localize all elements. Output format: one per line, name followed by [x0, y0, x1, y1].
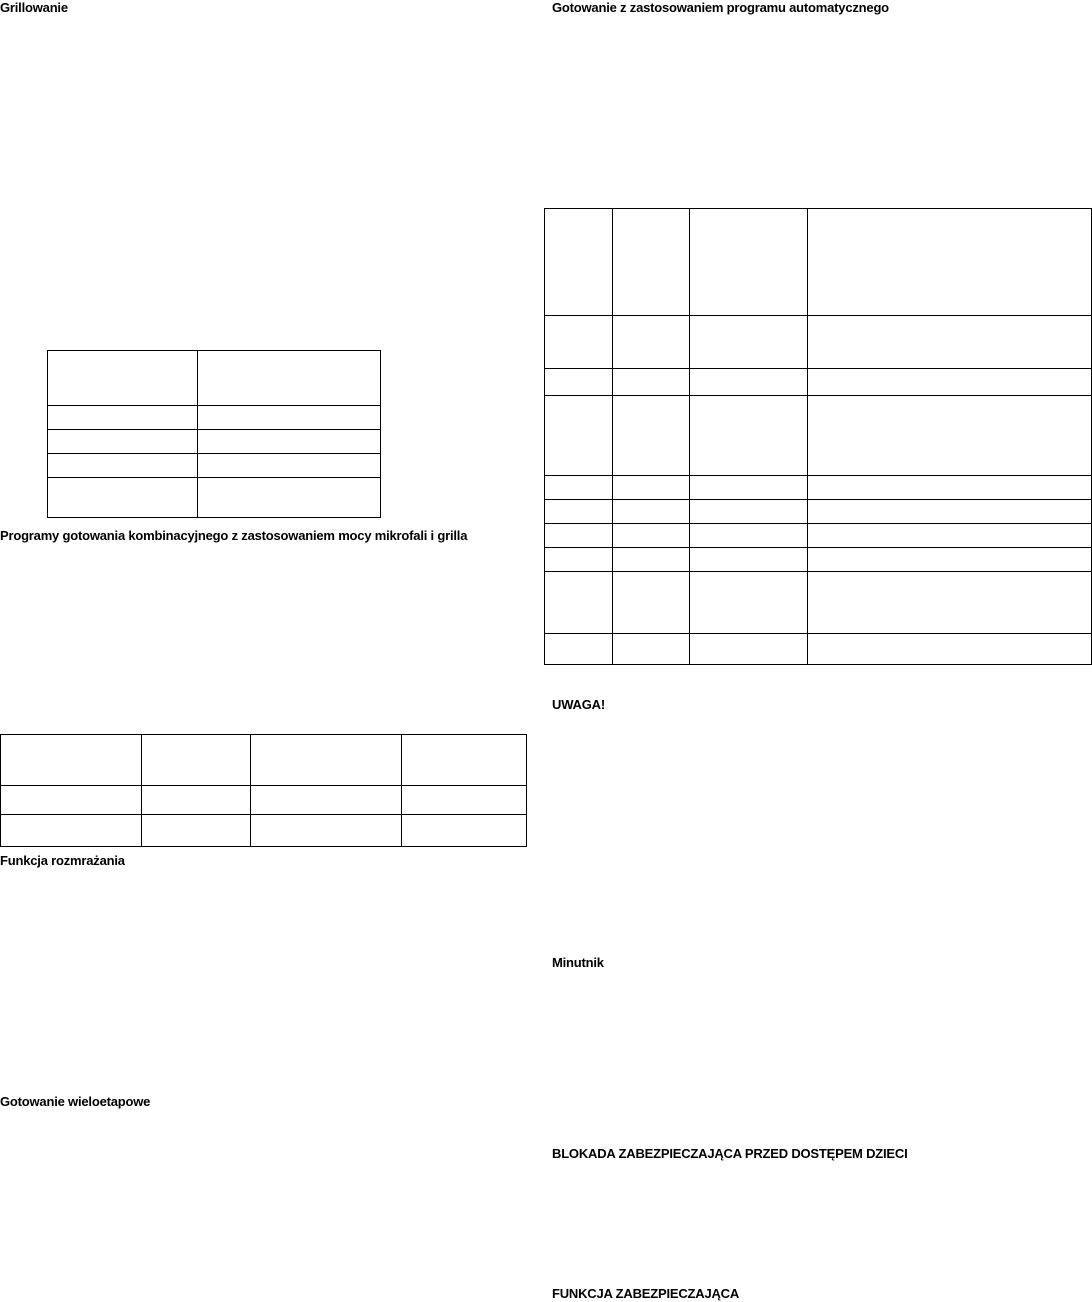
- table-cell: [613, 209, 690, 316]
- table-cell: [251, 786, 402, 815]
- grillowanie-heading: Grillowanie: [0, 0, 68, 15]
- table-cell: [1, 735, 142, 786]
- table-cell: [690, 548, 808, 572]
- table-row: [545, 524, 1092, 548]
- table-cell: [402, 815, 527, 847]
- table-cell: [142, 786, 251, 815]
- auto-program-heading: Gotowanie z zastosowaniem programu automatycznego: [552, 0, 889, 15]
- table-row: [545, 316, 1092, 369]
- table-cell: [142, 815, 251, 847]
- table-cell: [198, 351, 381, 406]
- table-row: [48, 351, 381, 406]
- table-cell: [808, 396, 1092, 476]
- table-row: [545, 396, 1092, 476]
- table-cell: [251, 735, 402, 786]
- wieloetapowe-heading: Gotowanie wieloetapowe: [0, 1094, 151, 1109]
- table-cell: [198, 406, 381, 430]
- table-cell: [613, 572, 690, 634]
- table-cell: [690, 524, 808, 548]
- minutnik-heading: Minutnik: [552, 955, 604, 970]
- table-row: [48, 430, 381, 454]
- funkcja-zabezpieczajaca-heading: FUNKCJA ZABEZPIECZAJĄCA: [552, 1286, 740, 1301]
- table-row: [545, 476, 1092, 500]
- table-cell: [808, 572, 1092, 634]
- table-cell: [545, 524, 613, 548]
- table-cell: [198, 478, 381, 518]
- table-row: [545, 572, 1092, 634]
- table-cell: [198, 430, 381, 454]
- table-cell: [402, 786, 527, 815]
- table-cell: [690, 316, 808, 369]
- table-cell: [545, 476, 613, 500]
- table-cell: [545, 500, 613, 524]
- rozmrazanie-heading: Funkcja rozmrażania: [0, 853, 125, 868]
- table-row: [545, 548, 1092, 572]
- combi-table: [0, 734, 527, 847]
- table-cell: [142, 735, 251, 786]
- programy-kombinowane-heading: Programy gotowania kombinacyjnego z zastosowaniem mocy mikrofali i grilla: [0, 528, 468, 543]
- table-cell: [48, 406, 198, 430]
- table-cell: [545, 548, 613, 572]
- table-cell: [48, 430, 198, 454]
- blokada-heading: BLOKADA ZABEZPIECZAJĄCA PRZED DOSTĘPEM DZIECI: [552, 1146, 908, 1161]
- table-cell: [690, 500, 808, 524]
- table-cell: [808, 476, 1092, 500]
- table-cell: [613, 548, 690, 572]
- table-cell: [545, 209, 613, 316]
- uwaga-heading: UWAGA!: [552, 697, 605, 712]
- table-row: [545, 500, 1092, 524]
- table-cell: [198, 454, 381, 478]
- table-row: [545, 209, 1092, 316]
- table-cell: [48, 351, 198, 406]
- table-cell: [690, 369, 808, 396]
- table-cell: [808, 524, 1092, 548]
- table-row: [545, 369, 1092, 396]
- table-row: [48, 478, 381, 518]
- table-cell: [1, 786, 142, 815]
- table-cell: [545, 316, 613, 369]
- table-cell: [251, 815, 402, 847]
- table-cell: [545, 369, 613, 396]
- table-row: [1, 786, 527, 815]
- table-cell: [690, 476, 808, 500]
- table-cell: [613, 500, 690, 524]
- table-cell: [808, 548, 1092, 572]
- table-row: [48, 454, 381, 478]
- table-cell: [613, 476, 690, 500]
- table-cell: [613, 396, 690, 476]
- table-cell: [613, 316, 690, 369]
- table-cell: [48, 478, 198, 518]
- table-cell: [808, 500, 1092, 524]
- table-row: [1, 735, 527, 786]
- table-cell: [808, 634, 1092, 665]
- table-row: [48, 406, 381, 430]
- table-cell: [613, 524, 690, 548]
- table-cell: [545, 572, 613, 634]
- grill-table: [47, 350, 381, 518]
- table-cell: [48, 454, 198, 478]
- table-cell: [1, 815, 142, 847]
- table-cell: [690, 572, 808, 634]
- table-cell: [808, 209, 1092, 316]
- table-cell: [545, 634, 613, 665]
- table-cell: [402, 735, 527, 786]
- table-cell: [808, 316, 1092, 369]
- auto-program-table: [544, 208, 1092, 665]
- table-cell: [545, 396, 613, 476]
- table-cell: [808, 369, 1092, 396]
- table-cell: [690, 396, 808, 476]
- table-cell: [690, 634, 808, 665]
- table-row: [545, 634, 1092, 665]
- table-cell: [613, 634, 690, 665]
- table-cell: [690, 209, 808, 316]
- table-cell: [613, 369, 690, 396]
- table-row: [1, 815, 527, 847]
